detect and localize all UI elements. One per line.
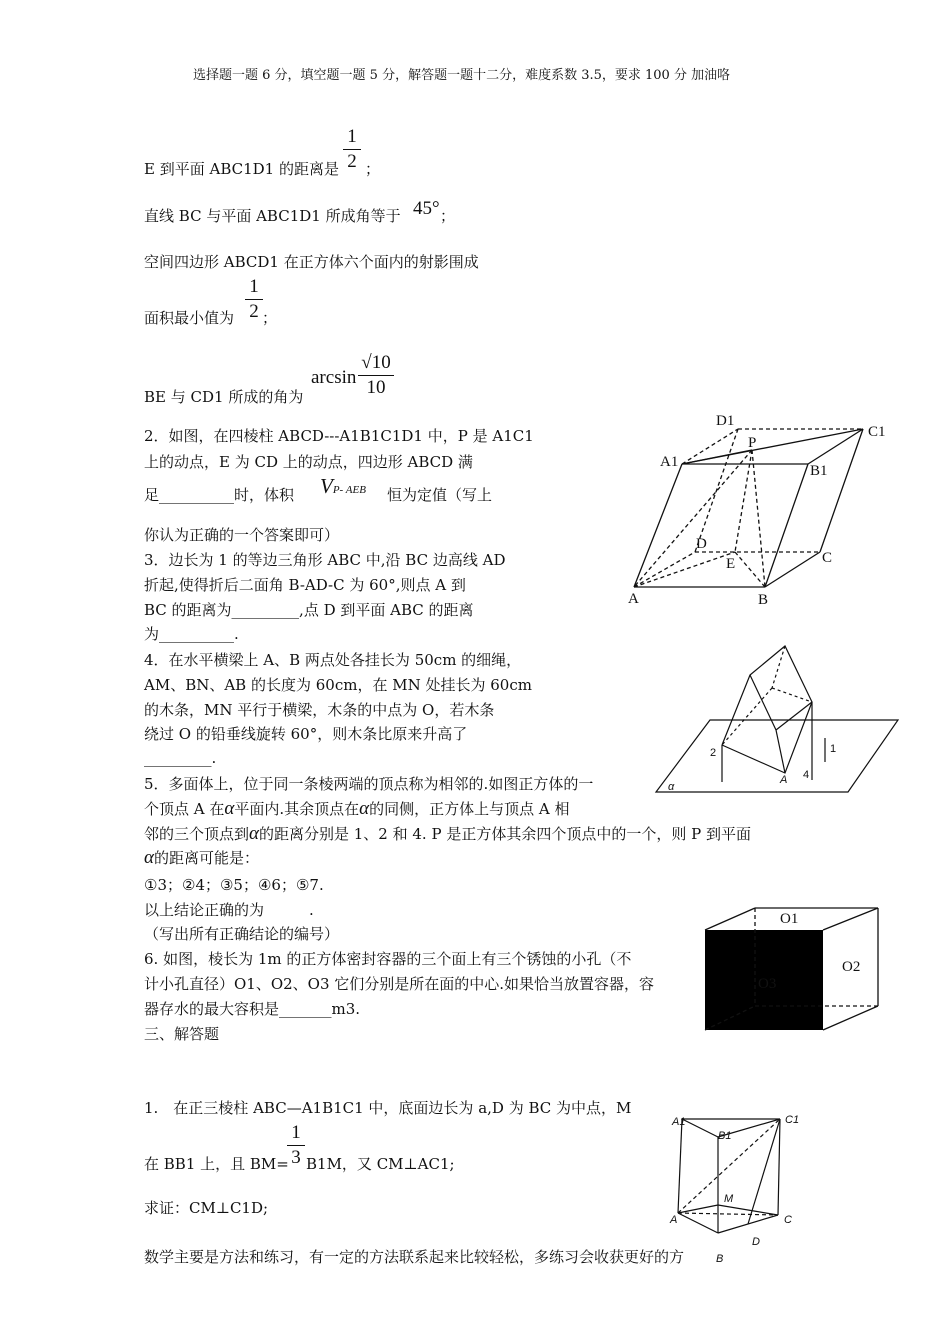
label-C: C bbox=[784, 1214, 792, 1226]
alpha-symbol: α bbox=[359, 798, 370, 819]
problem-5-text-b: 平面内.其余顶点在 bbox=[234, 800, 360, 818]
volume-subscript: P- AEB bbox=[332, 484, 366, 496]
label-O3: O3 bbox=[758, 976, 777, 992]
problem-5-text-a: 个顶点 A 在 bbox=[144, 800, 225, 818]
label-A: A bbox=[780, 774, 788, 786]
line-be-angle: BE 与 CD1 所成的角为 bbox=[144, 388, 304, 406]
volume-V: V bbox=[320, 474, 333, 498]
fraction-denominator: 10 bbox=[366, 377, 386, 398]
fraction-numerator: 1 bbox=[347, 126, 357, 147]
angle-45: 45° bbox=[413, 198, 440, 219]
line-e-distance bbox=[144, 157, 339, 181]
problem-5-line-4 bbox=[144, 846, 259, 870]
problem-4-line-3: 的木条，MN 平行于横梁，木条的中点为 O，若木条 bbox=[144, 701, 495, 719]
problem-2-line-2: 上的动点，E 为 CD 上的动点，四边形 ABCD 满 bbox=[144, 453, 473, 471]
problem-5-text-c: 的同侧，正方体上与顶点 A 相 bbox=[369, 800, 570, 818]
line-min-area-end: ； bbox=[262, 309, 278, 327]
problem-5-text-f: 的距离可能是： bbox=[153, 849, 259, 867]
problem-3-line-4: 为__________. bbox=[144, 625, 239, 643]
line-bc-angle-end: ； bbox=[440, 207, 456, 225]
label-B: B bbox=[716, 1253, 724, 1265]
page-header: 选择题一题 6 分，填空题一题 5 分，解答题一题十二分，难度系数 3.5，要求 100 分 加油咯 bbox=[193, 68, 731, 83]
question-1-line-1: 1. 在正三棱柱 ABC—A1B1C1 中，底面边长为 a,D 为 BC 为中点，M bbox=[144, 1099, 632, 1117]
problem-3-line-3: BC 的距离为_________,点 D 到平面 ABC 的距离 bbox=[144, 601, 474, 619]
problem-4-line-2: AM、BN、AB 的长度为 60cm，在 MN 处挂长为 60cm bbox=[144, 676, 532, 694]
label-A: A bbox=[670, 1214, 678, 1226]
label-A: A bbox=[628, 591, 639, 607]
label-P: P bbox=[748, 435, 757, 451]
label-D: D bbox=[696, 536, 707, 552]
alpha-symbol: α bbox=[144, 847, 154, 868]
fraction-numerator: √10 bbox=[361, 352, 391, 373]
label-O2: O2 bbox=[842, 959, 861, 975]
section-3-title: 三、解答题 bbox=[144, 1025, 220, 1043]
label-distance-1: 1 bbox=[830, 743, 837, 755]
fraction-denominator: 2 bbox=[249, 301, 259, 322]
label-D: D bbox=[752, 1236, 760, 1248]
fraction-denominator: 3 bbox=[291, 1147, 301, 1168]
problem-2-line-3-end: 恒为定值（写上 bbox=[387, 486, 493, 504]
prism-figure bbox=[620, 405, 900, 610]
question-1-line-2-end: B1M，又 CM⊥AC1; bbox=[306, 1155, 455, 1173]
line-e-distance-end: ； bbox=[365, 160, 381, 178]
label-M: M bbox=[724, 1193, 734, 1205]
problem-2-line-1: 2．如图，在四棱柱 ABCD---A1B1C1D1 中，P 是 A1C1 bbox=[144, 427, 534, 445]
label-alpha: α bbox=[668, 781, 675, 793]
label-C1: C1 bbox=[868, 424, 886, 440]
label-D1: D1 bbox=[716, 413, 735, 429]
problem-5-text-d: 邻的三个顶点到 bbox=[144, 825, 250, 843]
problem-5-options: ①3；②4；③5；④6；⑤7. bbox=[144, 876, 324, 894]
fraction-numerator: 1 bbox=[249, 276, 259, 297]
label-C: C bbox=[822, 550, 833, 566]
problem-5-line-3 bbox=[144, 822, 751, 846]
fraction-one-half-2 bbox=[245, 276, 263, 323]
line-min-area: 面积最小值为 bbox=[144, 309, 235, 327]
line-projection: 空间四边形 ABCD1 在正方体六个面内的射影围成 bbox=[144, 253, 479, 271]
label-O1: O1 bbox=[780, 911, 799, 927]
alpha-symbol: α bbox=[224, 798, 235, 819]
fraction-sqrt10-over-10 bbox=[358, 352, 394, 399]
problem-4-line-1: 4．在水平横梁上 A、B 两点处各挂长为 50cm 的细绳， bbox=[144, 651, 522, 669]
arcsin-text: arcsin bbox=[311, 367, 357, 388]
problem-2-line-3 bbox=[144, 483, 294, 507]
problem-6-line-3: 器存水的最大容积是_______m3. bbox=[144, 1000, 361, 1018]
problem-4-line-4: 绕过 O 的铅垂线旋转 60°，则木条比原来升高了 bbox=[144, 725, 468, 743]
problem-5-line-1: 5．多面体上，位于同一条棱两端的顶点称为相邻的.如图正方体的一 bbox=[144, 775, 594, 793]
problem-5-line-2 bbox=[144, 797, 570, 821]
problem-5-text-e: 的距离分别是 1、2 和 4. P 是正方体其余四个顶点中的一个，则 P 到平面 bbox=[259, 825, 751, 843]
problem-3-line-1: 3．边长为 1 的等边三角形 ABC 中,沿 BC 边高线 AD bbox=[144, 551, 506, 569]
fraction-one-third bbox=[287, 1122, 305, 1169]
question-1-line-3: 求证：CM⊥C1D; bbox=[144, 1199, 269, 1217]
fraction-numerator: 1 bbox=[291, 1122, 301, 1143]
problem-5-answer: 以上结论正确的为 . bbox=[144, 901, 314, 919]
fraction-one-half-1 bbox=[343, 126, 361, 173]
label-distance-2: 2 bbox=[710, 747, 717, 759]
problem-6-line-1: 6. 如图，棱长为 1m 的正方体密封容器的三个面上有三个锈蚀的小孔（不 bbox=[144, 950, 632, 968]
page-footer: 数学主要是方法和练习，有一定的方法联系起来比较轻松，多练习会收获更好的方 bbox=[144, 1248, 685, 1266]
volume-symbol bbox=[320, 474, 366, 499]
cube-on-plane-figure bbox=[650, 640, 910, 800]
problem-5-note: （写出所有正确结论的编号） bbox=[144, 925, 340, 943]
line-e-distance-text: E 到平面 ABC1D1 的距离是 bbox=[144, 160, 339, 178]
label-E: E bbox=[726, 556, 736, 572]
problem-4-line-5: _________. bbox=[144, 749, 217, 767]
problem-2-condition: 足__________时，体积 bbox=[144, 486, 295, 504]
fraction-denominator: 2 bbox=[347, 151, 357, 172]
label-A1: A1 bbox=[672, 1116, 686, 1128]
label-B: B bbox=[758, 592, 769, 608]
label-B1: B1 bbox=[718, 1130, 732, 1142]
cube-container-figure bbox=[700, 900, 885, 1035]
label-C1: C1 bbox=[785, 1114, 800, 1126]
problem-3-line-2: 折起,使得折后二面角 B-AD-C 为 60°,则点 A 到 bbox=[144, 576, 466, 594]
problem-6-line-2: 计小孔直径）O1、O2、O3 它们分别是所在面的中心.如果恰当放置容器，容 bbox=[144, 975, 655, 993]
triangular-prism-figure bbox=[668, 1105, 808, 1270]
line-bc-angle: 直线 BC 与平面 ABC1D1 所成角等于 bbox=[144, 207, 401, 225]
problem-2-line-4: 你认为正确的一个答案即可） bbox=[144, 526, 340, 544]
question-1-line-2: 在 BB1 上，且 BM= bbox=[144, 1155, 289, 1173]
label-B1: B1 bbox=[810, 463, 828, 479]
label-A1: A1 bbox=[660, 454, 679, 470]
alpha-symbol: α bbox=[249, 823, 259, 844]
label-distance-4: 4 bbox=[803, 769, 810, 781]
